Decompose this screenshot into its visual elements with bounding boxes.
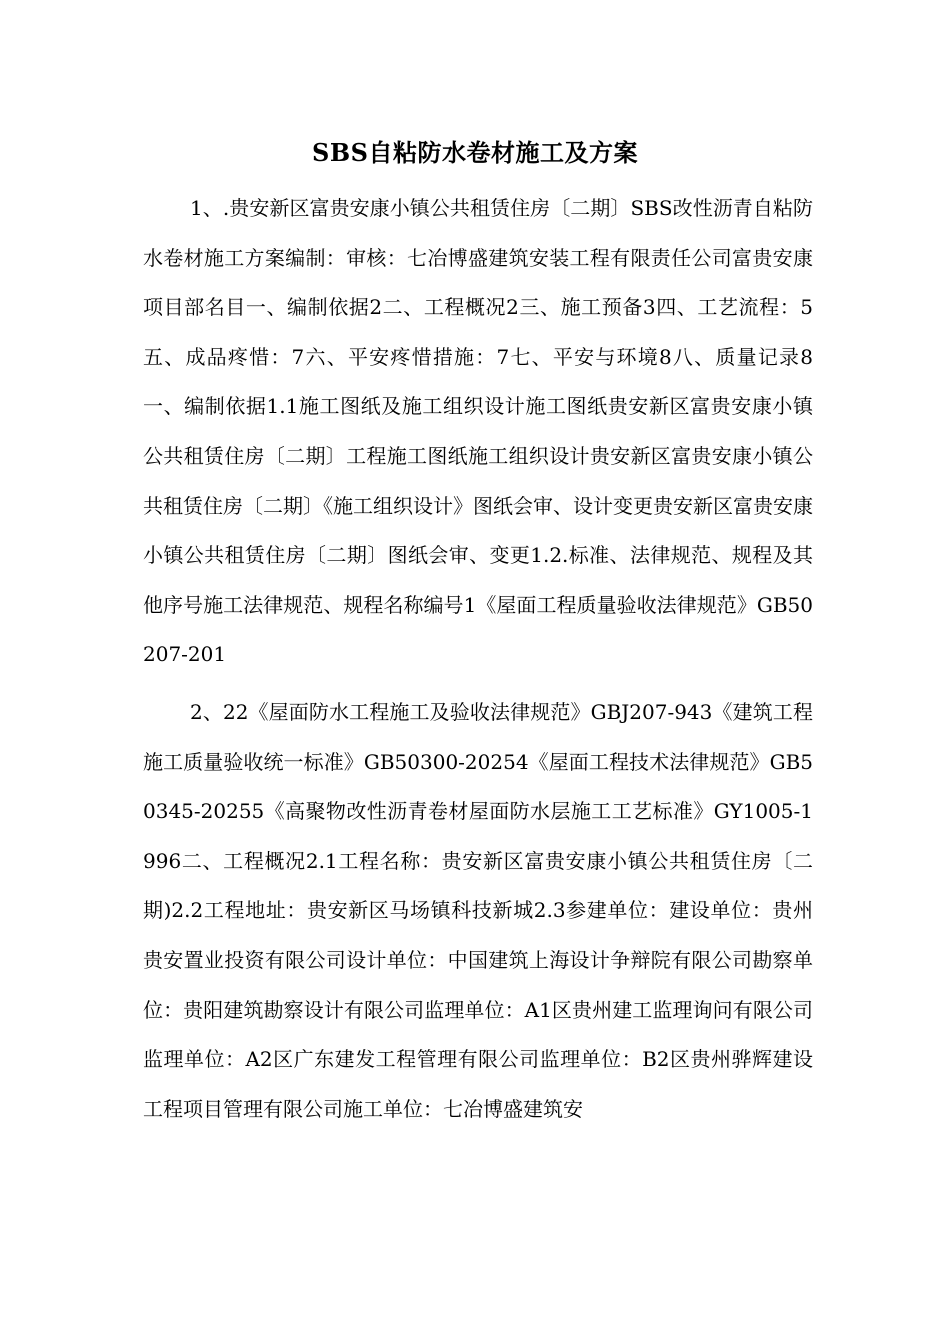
document-body [143,184,813,1134]
paragraph-2: 2、22《屋面防水工程施工及验收法律规范》GBJ207-943《建筑工程施工质量验收统一标准》GB50300-20254《屋面工程技术法律规范》GB50345-20255《高聚物改性沥青卷材屋面防水层施工工艺标准》GY1005-1996二、工程概况2.1工程名称：贵安新区富贵安康小镇公共租赁住房〔二期)2.2工程地址：贵安新区马场镇科技新城2.3参建单位：建设单位：贵州贵安置业投资有限公司设计单位：中国建筑上海设计争辩院有限公司勘察单位：贵阳建筑勘察设计有限公司监理单位：A1区贵州建工监理询问有限公司监理单位：A2区广东建发工程管理有限公司监理单位：B2区贵州骅辉建设工程项目管理有限公司施工单位：七冶博盛建筑安 [143,699,813,1121]
document-title: SBS自粘防水卷材施工及方案 [312,138,638,167]
paragraph-1: 1、.贵安新区富贵安康小镇公共租赁住房〔二期〕SBS改性沥青自粘防水卷材施工方案编制：审核：七冶博盛建筑安装工程有限责任公司富贵安康项目部名目一、编制依据2二、工程概况2三、施工预备3四、工艺流程：5五、成品疼惜：7六、平安疼惜措施：7七、平安与环境8八、质量记录8一、编制依据1.1施工图纸及施工组织设计施工图纸贵安新区富贵安康小镇公共租赁住房〔二期〕工程施工图纸施工组织设计贵安新区富贵安康小镇公共租赁住房〔二期〕《施工组织设计》图纸会审、设计变更贵安新区富贵安康小镇公共租赁住房〔二期〕图纸会审、变更1.2.标准、法律规范、规程及其他序号施工法律规范、规程名称编号1《屋面工程质量验收法律规范》GB50207-201 [143,196,813,667]
